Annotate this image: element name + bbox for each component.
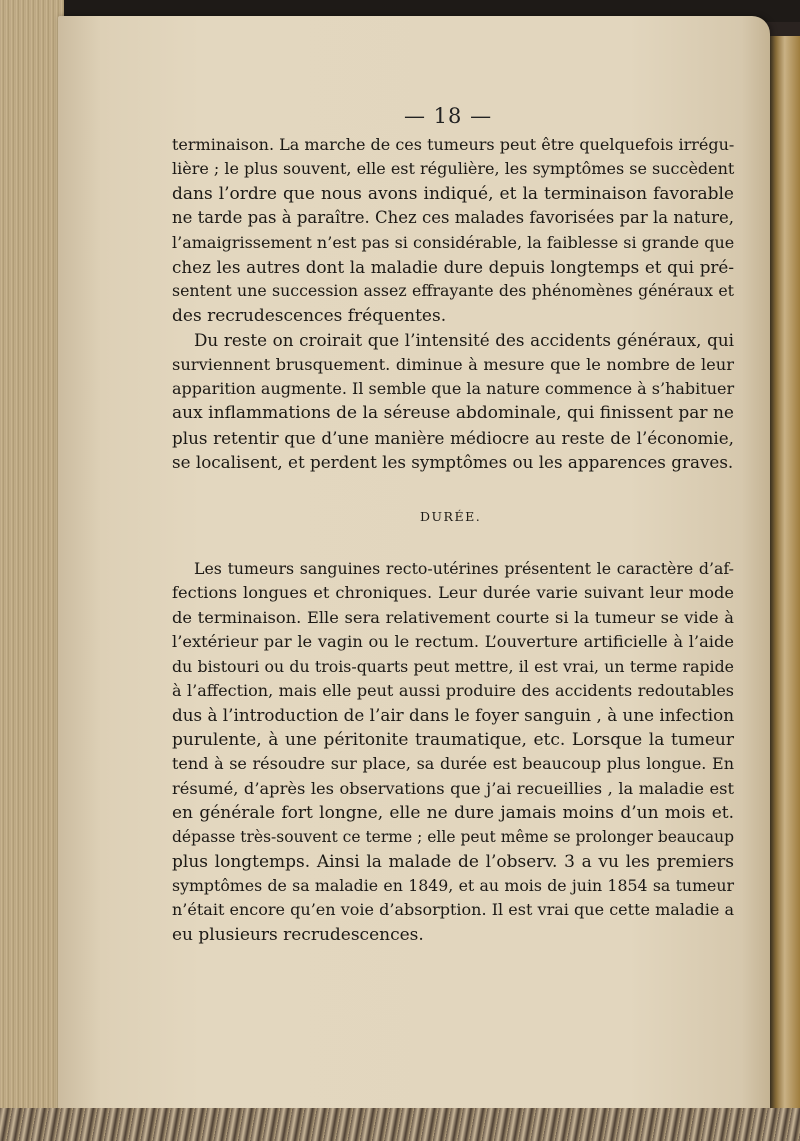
body-text-top — [172, 133, 734, 474]
bottom-fabric-edge — [0, 1108, 800, 1141]
text-line: se localisent, et perdent les symptômes ou les apparences graves. — [172, 452, 734, 473]
text-line: l’amaigrissement n’est pas si considérable, la faiblesse si grande que — [172, 232, 735, 252]
text-line: des recrudescences fréquentes. — [172, 305, 447, 326]
text-line: aux inflammations de la séreuse abdominale, qui finissent par ne — [172, 403, 734, 424]
text-line: n’était encore qu’en voie d’absorption. Il est vrai que cette maladie a — [172, 900, 734, 920]
text-line: sentent une succession assez effrayante des phénomènes généraux et — [172, 281, 734, 301]
text-line: fections longues et chroniques. Leur durée varie suivant leur mode — [172, 583, 734, 603]
text-line: eu plusieurs recrudescences. — [172, 924, 424, 945]
text-line: dus à l’introduction de l’air dans le foyer sanguin , à une infection — [172, 705, 734, 726]
text-line: surviennent brusquement. diminue à mesure que le nombre de leur — [172, 354, 734, 374]
page-number: — 18 — — [404, 104, 493, 128]
text-line: lière ; le plus souvent, elle est régulière, les symptômes se succèdent — [172, 159, 735, 179]
text-line: apparition augmente. Il semble que la nature commence à s’habituer — [172, 378, 735, 398]
text-line: de terminaison. Elle sera relativement courte si la tumeur se vide à — [172, 607, 734, 627]
section-heading: DURÉE. — [420, 509, 482, 524]
text-line: Les tumeurs sanguines recto-utérines présentent le caractère d’af- — [194, 559, 734, 578]
text-line: terminaison. La marche de ces tumeurs peut être quelquefois irrégu- — [172, 135, 735, 154]
book-page-edges — [0, 0, 64, 1141]
text-line: dépasse très-souvent ce terme ; elle peut même se prolonger beaucaup — [172, 828, 734, 847]
text-line: plus longtemps. Ainsi la malade de l’observ. 3 a vu les premiers — [172, 851, 734, 872]
text-line: symptômes de sa maladie en 1849, et au mois de juin 1854 sa tumeur — [172, 876, 734, 896]
text-line: en générale fort longne, elle ne dure jamais moins d’un mois et. — [172, 802, 734, 823]
text-line: du bistouri ou du trois-quarts peut mettre, il est vrai, un terme rapide — [172, 656, 734, 676]
text-line: résumé, d’après les observations que j’ai recueillies , la maladie est — [172, 778, 734, 798]
text-line: l’extérieur par le vagin ou le rectum. L’ouverture artificielle à l’aide — [172, 632, 734, 652]
text-line: tend à se résoudre sur place, sa durée est beaucoup plus longue. En — [172, 754, 734, 774]
text-line: dans l’ordre que nous avons indiqué, et la terminaison favorable — [172, 183, 734, 204]
body-text-bottom — [172, 557, 734, 947]
text-line: ne tarde pas à paraître. Chez ces malades favorisées par la nature, — [172, 208, 734, 228]
text-line: à l’affection, mais elle peut aussi produire des accidents redoutables — [172, 680, 734, 700]
text-line: chez les autres dont la maladie dure depuis longtemps et qui pré- — [172, 256, 734, 277]
text-line: purulente, à une péritonite traumatique, etc. Lorsque la tumeur — [172, 729, 734, 750]
book-right-edge — [766, 36, 800, 1126]
text-line: plus retentir que d’une manière médiocre au reste de l’économie, — [172, 427, 734, 448]
text-line: Du reste on croirait que l’intensité des accidents généraux, qui — [194, 330, 734, 351]
